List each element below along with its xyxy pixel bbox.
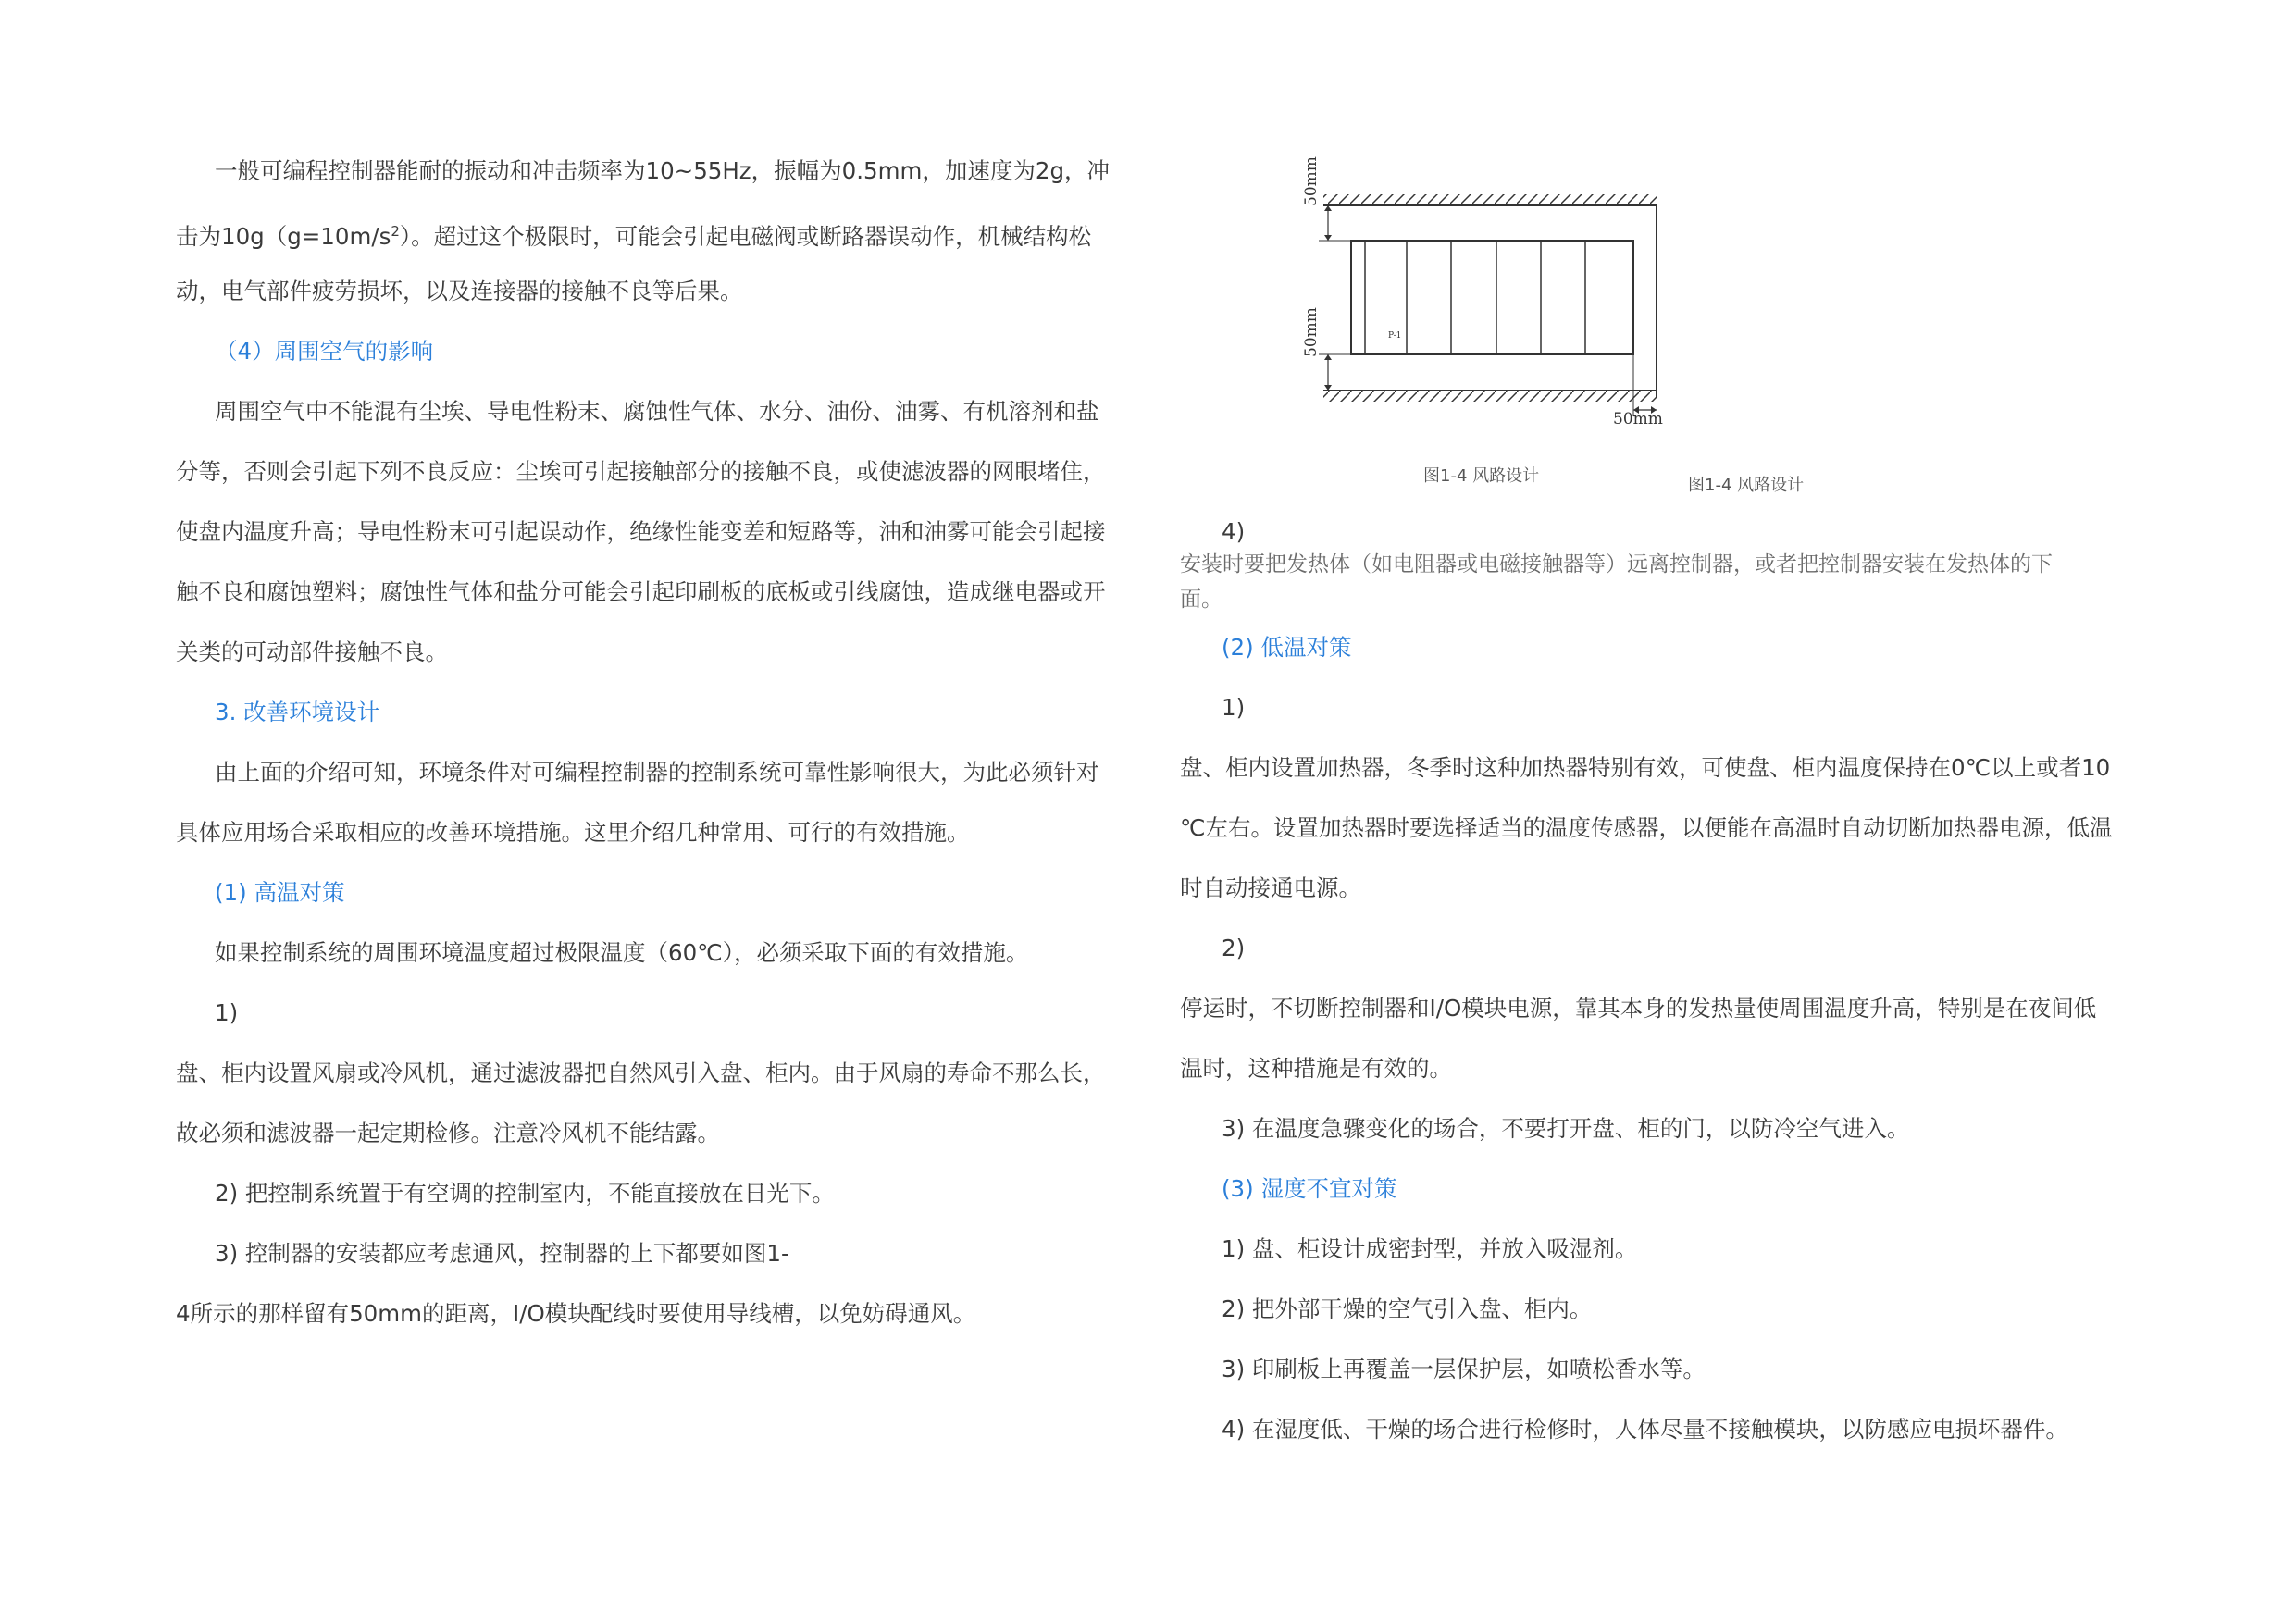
- paragraph-line: 分等，否则会引起下列不良反应：尘埃可引起接触部分的接触不良，或使滤波器的网眼堵住，: [176, 458, 1106, 485]
- arrow-head: [1324, 354, 1332, 360]
- section-heading: （4）周围空气的影响: [215, 338, 434, 365]
- section-heading: 3. 改善环境设计: [215, 699, 380, 725]
- paragraph-line: ℃左右。设置加热器时要选择适当的温度传感器，以便能在高温时自动切断加热器电源，低温: [1180, 814, 2113, 841]
- list-marker: 2): [1222, 935, 1246, 961]
- section-heading: (2) 低温对策: [1222, 634, 1352, 661]
- airflow-figure: [1272, 148, 1791, 444]
- paragraph-line: 关类的可动部件接触不良。: [176, 638, 448, 665]
- paragraph-line: 停运时，不切断控制器和I/O模块电源，靠其本身的发热量使周围温度升高，特别是在夜间低: [1180, 995, 2097, 1022]
- paragraph-line: 4所示的那样留有50mm的距离，I/O模块配线时要使用导线槽，以免妨碍通风。: [176, 1300, 976, 1327]
- paragraph-line: [176, 213, 1091, 255]
- section-heading: (3) 湿度不宜对策: [1222, 1175, 1397, 1202]
- arrow-head: [1324, 235, 1332, 241]
- dimension-label-top: 50mm: [1302, 156, 1321, 206]
- list-marker: 4): [1222, 518, 1246, 545]
- paragraph-line: 盘、柜内设置风扇或冷风机，通过滤波器把自然风引入盘、柜内。由于风扇的寿命不那么长，: [176, 1059, 1106, 1086]
- superscript: 2: [391, 223, 400, 240]
- paragraph-line: 安装时要把发热体（如电阻器或电磁接触器等）远离控制器，或者把控制器安装在发热体的下: [1180, 552, 2053, 576]
- bottom-wall-hatch: [1323, 390, 1657, 402]
- paragraph-line: 一般可编程控制器能耐的振动和冲击频率为10~55Hz，振幅为0.5mm，加速度为2g，冲: [215, 157, 1110, 184]
- paragraph-line: 面。: [1180, 588, 1222, 612]
- paragraph-line: 如果控制系统的周围环境温度超过极限温度（60℃），必须采取下面的有效措施。: [215, 939, 1029, 966]
- list-item: 3) 在温度急骤变化的场合，不要打开盘、柜的门，以防冷空气进入。: [1222, 1115, 1910, 1142]
- airflow-diagram: [1272, 148, 1791, 444]
- paragraph-line: 使盘内温度升高；导电性粉末可引起误动作，绝缘性能变差和短路等，油和油雾可能会引起接: [176, 518, 1106, 545]
- text-span: 击为10g（g=10m/s: [176, 223, 391, 251]
- paragraph-line: 周围空气中不能混有尘埃、导电性粉末、腐蚀性气体、水分、油份、油雾、有机溶剂和盐: [215, 398, 1099, 425]
- paragraph-line: 触不良和腐蚀塑料；腐蚀性气体和盐分可能会引起印刷板的底板或引线腐蚀，造成继电器或开: [176, 578, 1106, 605]
- list-item: 3) 控制器的安装都应考虑通风，控制器的上下都要如图1-: [215, 1240, 789, 1267]
- figure-caption: 图1-4 风路设计: [1688, 476, 1805, 495]
- figure-caption: 图1-4 风路设计: [1423, 466, 1540, 486]
- dimension-label-mid: 50mm: [1302, 307, 1321, 357]
- list-item: 4) 在湿度低、干燥的场合进行检修时，人体尽量不接触模块，以防感应电损坏器件。: [1222, 1416, 2068, 1443]
- paragraph-line: 温时，这种措施是有效的。: [1180, 1055, 1452, 1082]
- section-heading: (1) 高温对策: [215, 879, 345, 906]
- list-marker: 1): [1222, 694, 1246, 721]
- list-item: 2) 把外部干燥的空气引入盘、柜内。: [1222, 1295, 1593, 1322]
- list-item: 2) 把控制系统置于有空调的控制室内，不能直接放在日光下。: [215, 1180, 835, 1207]
- text-span: ）。超过这个极限时，可能会引起电磁阀或断路器误动作，机械结构松: [399, 223, 1092, 251]
- paragraph-line: 由上面的介绍可知，环境条件对可编程控制器的控制系统可靠性影响很大，为此必须针对: [215, 759, 1099, 786]
- paragraph-line: 时自动接通电源。: [1180, 874, 1361, 901]
- box-label: P-1: [1388, 331, 1402, 341]
- list-item: 3) 印刷板上再覆盖一层保护层，如喷松香水等。: [1222, 1356, 1706, 1382]
- dimension-label-bottom: 50mm: [1613, 410, 1663, 428]
- paragraph-line: 动，电气部件疲劳损坏，以及连接器的接触不良等后果。: [176, 278, 743, 304]
- top-wall-hatch: [1323, 194, 1657, 205]
- paragraph-line: 盘、柜内设置加热器，冬季时这种加热器特别有效，可使盘、柜内温度保持在0℃以上或者10: [1180, 754, 2111, 781]
- paragraph-line: 具体应用场合采取相应的改善环境措施。这里介绍几种常用、可行的有效措施。: [176, 819, 970, 846]
- paragraph-line: 故必须和滤波器一起定期检修。注意冷风机不能结露。: [176, 1120, 720, 1146]
- list-item: 1) 盘、柜设计成密封型，并放入吸湿剂。: [1222, 1235, 1638, 1262]
- list-marker: 1): [215, 999, 239, 1026]
